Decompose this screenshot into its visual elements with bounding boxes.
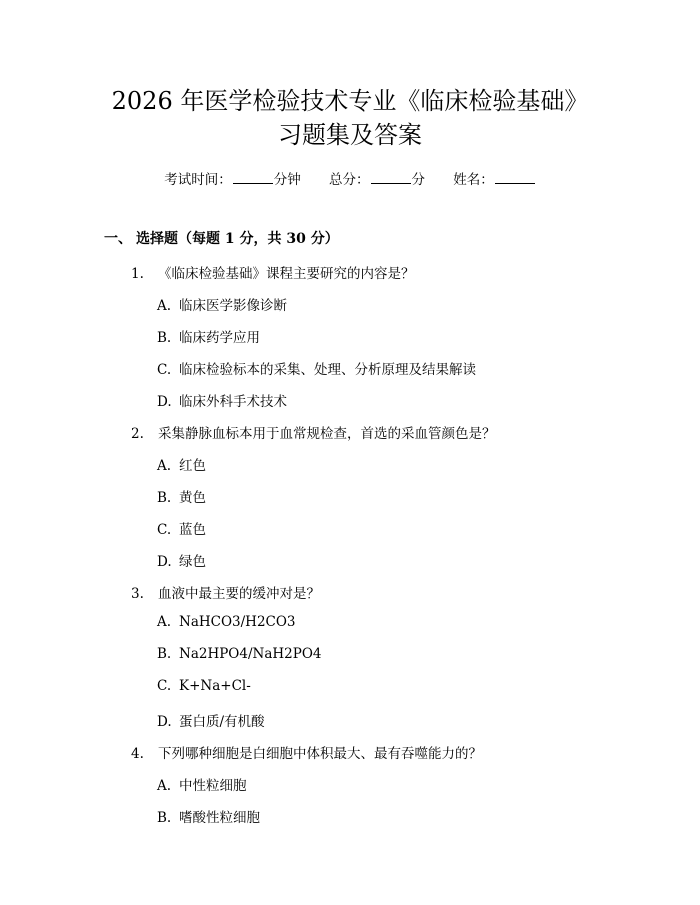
- option-text: 临床医学影像诊断: [179, 298, 287, 314]
- total-score-field: [329, 168, 425, 188]
- option-text: 嗜酸性粒细胞: [179, 810, 260, 826]
- exam-time-unit: 分钟: [273, 172, 301, 188]
- option-letter: A.: [157, 458, 172, 474]
- question-3-option-c: [157, 678, 251, 694]
- question-2-option-c: [157, 518, 206, 538]
- question-4-option-b: [157, 806, 260, 826]
- question-3-option-b: [157, 646, 321, 662]
- option-letter: D.: [157, 714, 172, 730]
- question-3-option-a: [157, 614, 296, 630]
- section-heading: [104, 228, 339, 248]
- question-3: [131, 582, 320, 602]
- question-2: [131, 422, 496, 442]
- option-letter: D.: [157, 554, 172, 570]
- question-3-option-d: [157, 710, 265, 730]
- question-4: [131, 742, 482, 762]
- option-text: 中性粒细胞: [179, 778, 247, 794]
- option-text: 临床药学应用: [179, 330, 260, 346]
- option-letter: A.: [157, 298, 172, 314]
- option-letter: B.: [157, 810, 172, 826]
- exam-time-field: [164, 168, 301, 188]
- name-blank[interactable]: [495, 171, 535, 184]
- question-number: 4.: [131, 746, 144, 762]
- option-letter: B.: [157, 490, 172, 506]
- question-1-option-b: [157, 326, 260, 346]
- option-text: 绿色: [179, 554, 206, 570]
- question-text: 下列哪种细胞是白细胞中体积最大、最有吞噬能力的？: [158, 746, 482, 762]
- question-number: 2.: [131, 426, 144, 442]
- total-score-label: 总分：: [329, 172, 370, 188]
- question-text: 《临床检验基础》课程主要研究的内容是？: [158, 266, 415, 282]
- option-letter: B.: [157, 330, 172, 346]
- option-letter: B.: [157, 646, 172, 662]
- question-number: 1.: [131, 266, 144, 282]
- total-score-blank[interactable]: [371, 171, 411, 184]
- exam-time-label: 考试时间：: [164, 172, 232, 188]
- total-score-unit: 分: [411, 172, 425, 188]
- option-text: 临床外科手术技术: [179, 394, 287, 410]
- name-label: 姓名：: [453, 172, 494, 188]
- name-field: [453, 168, 536, 188]
- document-title-line-1: 2026 年医学检验技术专业《临床检验基础》: [111, 87, 589, 115]
- exam-time-blank[interactable]: [233, 171, 273, 184]
- option-text: 蓝色: [179, 522, 206, 538]
- question-number: 3.: [131, 586, 144, 602]
- question-2-option-d: [157, 550, 206, 570]
- option-letter: D.: [157, 394, 172, 410]
- option-letter: A.: [157, 778, 172, 794]
- option-text: 红色: [179, 458, 206, 474]
- option-letter: C.: [157, 362, 172, 378]
- option-text: 黄色: [179, 490, 206, 506]
- option-letter: C.: [157, 678, 172, 694]
- section-title: 选择题（每题 1 分，共 30 分）: [136, 231, 339, 247]
- document-title-line-2: 习题集及答案: [278, 121, 422, 149]
- question-4-option-a: [157, 774, 247, 794]
- option-text: 临床检验标本的采集、处理、分析原理及结果解读: [179, 362, 476, 378]
- question-1-option-a: [157, 294, 287, 314]
- option-text: Na2HPO4/NaH2PO4: [179, 646, 322, 662]
- question-2-option-a: [157, 454, 206, 474]
- question-1-option-d: [157, 390, 287, 410]
- question-text: 血液中最主要的缓冲对是？: [158, 586, 320, 602]
- question-text: 采集静脉血标本用于血常规检查，首选的采血管颜色是？: [158, 426, 496, 442]
- option-letter: C.: [157, 522, 172, 538]
- option-text: 蛋白质/有机酸: [179, 714, 265, 730]
- section-number: 一、: [104, 231, 132, 247]
- exam-info-line: [0, 168, 700, 188]
- question-1-option-c: [157, 358, 476, 378]
- option-letter: A.: [157, 614, 172, 630]
- option-text: NaHCO3/H2CO3: [179, 614, 296, 630]
- option-text: K+Na+Cl-: [179, 678, 251, 694]
- question-1: [131, 262, 415, 282]
- question-2-option-b: [157, 486, 206, 506]
